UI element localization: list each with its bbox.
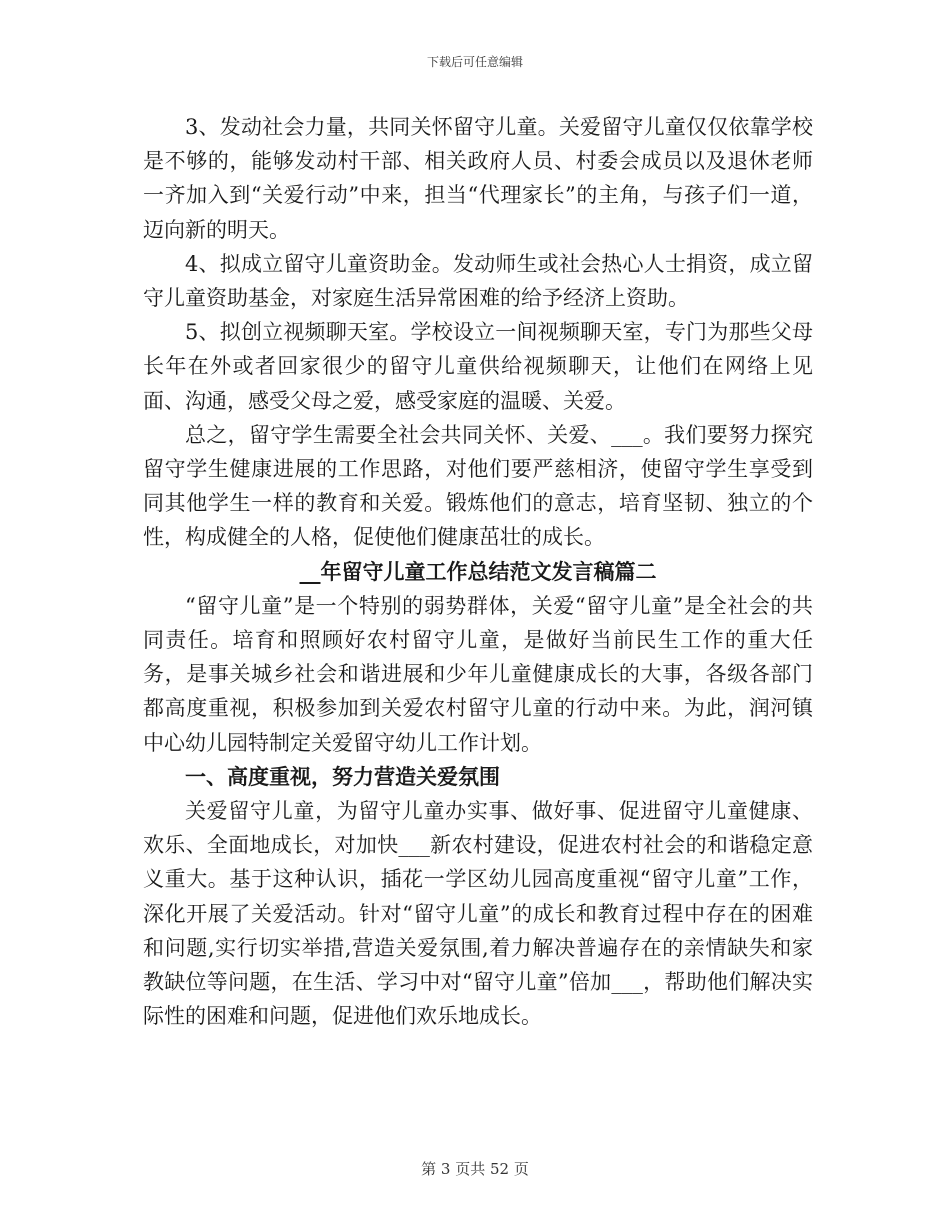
paragraph-3-social-forces: 3、发动社会力量，共同关怀留守儿童。关爱留守儿童仅仅依靠学校是不够的，能够发动村干部、相关政府人员、村委会成员以及退休老师一齐加入到“关爱行动”中来，担当“代理家长”的主角，与孩子们一道，迈向新的明天。 — [143, 115, 813, 242]
paragraph-section-one: 关爱留守儿童，为留守儿童办实事、做好事、促进留守儿童健康、欢乐、全面地成长，对加快___新农村建设，促进农村社会的和谐稳定意义重大。基于这种认识，插花一学区幼儿园高度重视“留守儿童”工作，深化开展了关爱活动。针对“留守儿童”的成长和教育过程中存在的困难和问题,实行切实举措,营造关爱氛围,着力解决普遍存在的亲情缺失和家教缺位等问题，在生活、学习中对“留守儿童”倍加___，帮助他们解决实际性的困难和问题，促进他们欢乐地成长。 — [143, 799, 813, 1029]
paragraph-5-video-chat: 5、拟创立视频聊天室。学校设立一间视频聊天室，专门为那些父母长年在外或者回家很少的留守儿童供给视频聊天，让他们在网络上见面、沟通，感受父母之爱，感受家庭的温暖、关爱。 — [143, 320, 813, 413]
paragraph-4-fund: 4、拟成立留守儿童资助金。发动师生或社会热心人士捐资，成立留守儿童资助基金，对家庭生活异常困难的给予经济上资助。 — [143, 251, 813, 311]
section-heading-one: 一、高度重视，努力营造关爱氛围 — [185, 763, 500, 789]
paragraph-intro: “留守儿童”是一个特别的弱势群体，关爱“留守儿童”是全社会的共同责任。培育和照顾好农村留守儿童，是做好当前民生工作的重大任务，是事关城乡社会和谐进展和少年儿童健康成长的大事，各级各部门都高度重视，积极参加到关爱农村留守儿童的行动中来。为此，润河镇中心幼儿园特制定关爱留守幼儿工作计划。 — [143, 593, 813, 755]
page-number-footer: 第 3 页共 52 页 — [421, 1160, 529, 1178]
section-title-part-two: __年留守儿童工作总结范文发言稿篇二 — [299, 558, 657, 584]
paragraph-summary: 总之，留守学生需要全社会共同关怀、关爱、___。我们要努力探究留守学生健康进展的工作思路，对他们要严慈相济，使留守学生享受到同其他学生一样的教育和关爱。锻炼他们的意志，培育坚韧、独立的个性，构成健全的人格，促使他们健康茁壮的成长。 — [143, 422, 813, 550]
document-body — [143, 110, 813, 1033]
page-header: 下载后可任意编辑 — [426, 55, 523, 69]
